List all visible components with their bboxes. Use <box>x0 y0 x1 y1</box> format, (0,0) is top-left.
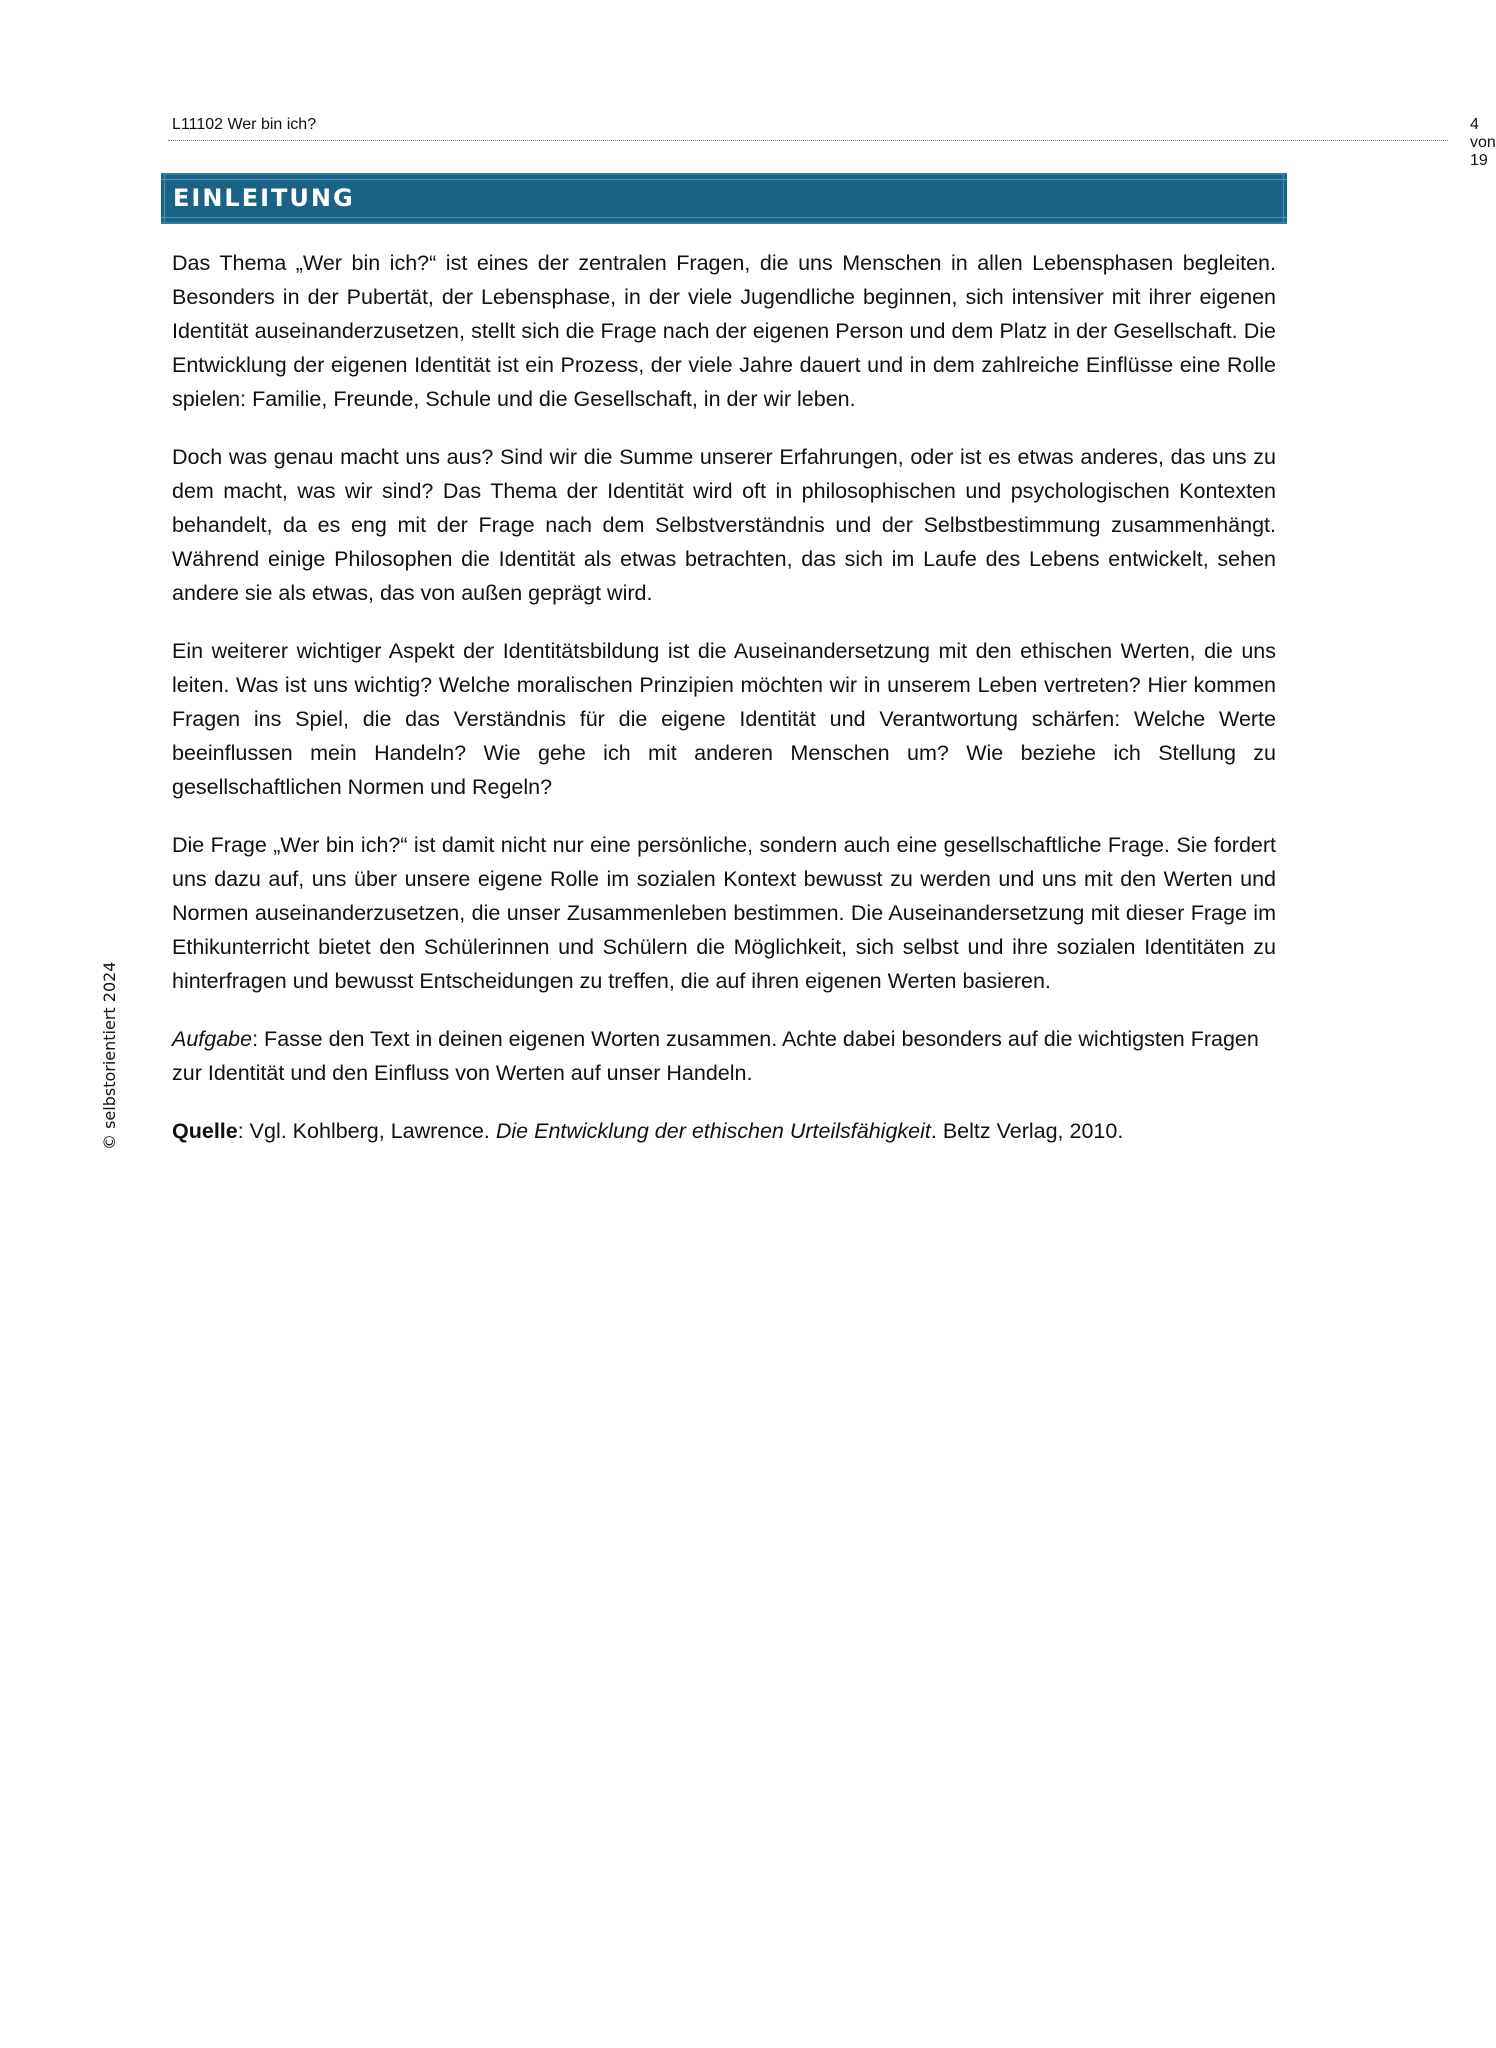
paragraph-2: Doch was genau macht uns aus? Sind wir die Summe unserer Erfahrungen, oder ist es etwas anderes, das uns zu dem macht, was wir sind? Das Thema der Identität wird oft in philosophischen und psychologischen Kontexten behandelt, da es eng mit der Frage nach dem Selbstverständnis und der Selbstbestimmung zusammenhängt. Während einige Philosophen die Identität als etwas betrachten, das sich im Laufe des Lebens entwickelt, sehen andere sie als etwas, das von außen geprägt wird. <box>172 445 1276 605</box>
bar-border-right <box>1283 175 1284 222</box>
source-suffix: . Beltz Verlag, 2010. <box>930 1119 1124 1143</box>
paragraph-1: Das Thema „Wer bin ich?“ ist eines der zentralen Fragen, die uns Menschen in allen Lebensphasen begleiten. Besonders in der Pubertät, der Lebensphase, in der viele Jugendliche beginnen, sich intensiver mit ihrer eigenen Identität auseinanderzusetzen, stellt sich die Frage nach der eigenen Person und dem Platz in der Gesellschaft. Die Entwicklung der eigenen Identität ist ein Prozess, der viele Jahre dauert und in dem zahlreiche Einflüsse eine Rolle spielen: Familie, Freunde, Schule und die Gesellschaft, in der wir leben. <box>172 251 1276 411</box>
source-paragraph <box>172 1114 1276 1148</box>
bar-border-left <box>164 175 165 222</box>
copyright-side-note: © selbstorientiert 2024 <box>100 961 119 1150</box>
task-label: Aufgabe <box>172 1027 253 1051</box>
paragraph-3: Ein weiterer wichtiger Aspekt der Identitätsbildung ist die Auseinandersetzung mit den ethischen Werten, die uns leiten. Was ist uns wichtig? Welche moralischen Prinzipien möchten wir in unserem Leben vertreten? Hier kommen Fragen ins Spiel, die das Verständnis für die eigene Identität und Verantwortung schärfen: Welche Werte beeinflussen mein Handeln? Wie gehe ich mit anderen Menschen um? Wie beziehe ich Stellung zu gesellschaftlichen Normen und Regeln? <box>172 639 1276 799</box>
page-header <box>168 114 1496 169</box>
paragraph-4: Die Frage „Wer bin ich?“ ist damit nicht nur eine persönliche, sondern auch eine gesellschaftliche Frage. Sie fordert uns dazu auf, uns über unsere eigene Rolle im sozialen Kontext bewusst zu werden und uns mit den Werten und Normen auseinanderzusetzen, die unser Zusammenleben bestimmen. Die Auseinandersetzung mit dieser Frage im Ethikunterricht bietet den Schülerinnen und Schülern die Möglichkeit, sich selbst und ihre sozialen Identitäten zu hinterfragen und bewusst Entscheidungen zu treffen, die auf ihren eigenen Werten basieren. <box>172 833 1276 993</box>
source-label: Quelle <box>172 1119 238 1143</box>
section-heading-bar <box>161 173 1287 224</box>
section-title: EINLEITUNG <box>173 184 355 212</box>
page-indicator: 4 von 19 <box>1470 116 1496 169</box>
task-paragraph <box>172 1022 1276 1090</box>
task-text: : Fasse den Text in deinen eigenen Worten zusammen. Achte dabei besonders auf die wichtigsten Fragen zur Identität und den Einfluss von Werten auf unser Handeln. <box>172 1027 1259 1085</box>
document-title: L11102 Wer bin ich? <box>172 116 317 133</box>
body-text <box>172 246 1276 1172</box>
source-prefix: : Vgl. Kohlberg, Lawrence. <box>237 1119 496 1143</box>
source-book-title: Die Entwicklung der ethischen Urteilsfähigkeit <box>495 1119 931 1143</box>
